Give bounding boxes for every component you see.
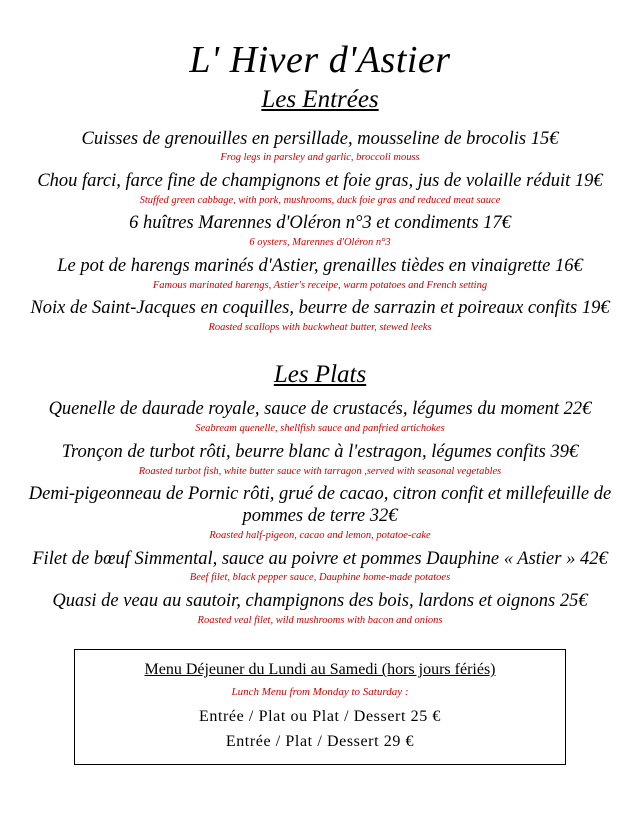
dish-item [14,591,626,627]
dish-name: Demi-pigeonneau de Pornic rôti, grué de cacao, citron confit et millefeuille de pommes de terre 32€ [28,484,612,527]
dish-name: Chou farci, farce fine de champignons et foie gras, jus de volaille réduit 19€ [37,170,603,191]
page-title: L' Hiver d'Astier [189,39,451,81]
dish-name: Tronçon de turbot rôti, beurre blanc à l'estragon, légumes confits 39€ [61,441,579,462]
dish-item [14,298,626,334]
section-plats [14,361,626,628]
dish-name: 6 huîtres Marennes d'Oléron n°3 et condiments 17€ [129,213,511,234]
lunch-menu-title: Menu Déjeuner du Lundi au Samedi (hors jours fériés) [144,661,496,679]
dish-name: Cuisses de grenouilles en persillade, mousseline de brocolis 15€ [81,128,559,149]
dish-name: Le pot de harengs marinés d'Astier, grenailles tièdes en vinaigrette 16€ [57,255,583,276]
lunch-menu-subtitle: Lunch Menu from Monday to Saturday : [231,685,409,698]
dish-name: Filet de bœuf Simmental, sauce au poivre et pommes Dauphine « Astier » 42€ [32,548,608,569]
lunch-menu-option-2: Entrée / Plat / Dessert 29 € [225,732,415,750]
dish-name: Quenelle de daurade royale, sauce de crustacés, légumes du moment 22€ [48,399,592,420]
dish-item [14,399,626,435]
dish-description: Beef filet, black pepper sauce, Dauphine home-made potatoes [189,572,451,584]
dish-item [14,213,626,249]
dish-description: Seabream quenelle, shellfish sauce and panfried artichokes [195,423,445,435]
dish-description: Stuffed green cabbage, with pork, mushrooms, duck foie gras and reduced meat sauce [139,194,501,206]
section-title-entrees: Les Entrées [261,85,379,113]
dish-item [14,484,626,542]
dish-name: Noix de Saint-Jacques en coquilles, beurre de sarrazin et poireaux confits 19€ [30,298,610,319]
dish-item [14,549,626,585]
dish-description: Roasted scallops with buckwheat butter, stewed leeks [208,322,432,334]
lunch-menu-box [74,649,566,764]
dish-description: Famous marinated harengs, Astier's receipe, warm potatoes and French setting [152,279,488,291]
dish-description: Roasted half-pigeon, cacao and lemon, potatoe-cake [209,529,431,541]
dish-description: Frog legs in parsley and garlic, broccoli mouss [220,152,420,164]
dish-description: Roasted veal filet, wild mushrooms with bacon and onions [197,614,443,626]
section-title-plats: Les Plats [273,360,367,388]
dish-item [14,129,626,165]
section-entrees [14,86,626,335]
dish-name: Quasi de veau au sautoir, champignons des bois, lardons et oignons 25€ [52,590,588,611]
dish-item [14,256,626,292]
dish-item [14,442,626,478]
dish-item [14,171,626,207]
lunch-menu-option-1: Entrée / Plat ou Plat / Dessert 25 € [198,707,441,725]
dish-description: Roasted turbot fish, white butter sauce with tarragon ,served with seasonal vegetables [138,465,502,477]
dish-description: 6 oysters, Marennes d'Oléron n°3 [249,237,391,249]
